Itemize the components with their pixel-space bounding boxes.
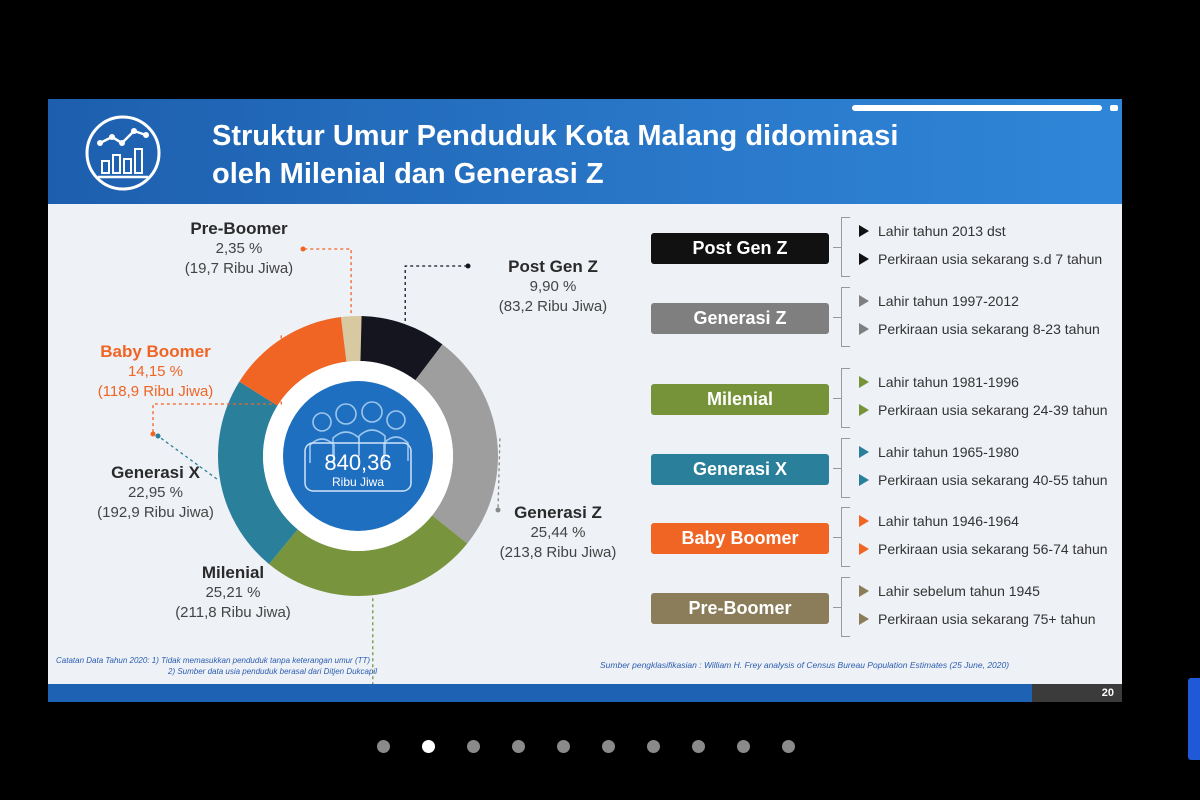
label-percent: 2,35 %: [215, 240, 263, 257]
carousel-dot[interactable]: [602, 740, 615, 753]
label-generasi-z: [473, 503, 643, 563]
carousel-dot[interactable]: [737, 740, 750, 753]
bracket: [841, 438, 850, 498]
triangle-bullet-icon: [859, 295, 869, 307]
triangle-bullet-icon: [859, 376, 869, 388]
slide-header: [48, 99, 1122, 204]
header-decoration-bar: [852, 105, 1102, 111]
leader-line-end-dot: [151, 432, 156, 437]
label-count: (118,9 Ribu Jiwa): [97, 383, 214, 400]
generation-badge: Generasi X: [651, 454, 829, 485]
triangle-bullet-icon: [859, 446, 869, 458]
label-percent: 14,15 %: [127, 363, 184, 380]
birth-years-text: Lahir tahun 1965-1980: [878, 444, 1019, 460]
bracket-tick: [833, 537, 841, 538]
total-population-unit: Ribu Jiwa: [331, 475, 385, 489]
generation-badge: Baby Boomer: [651, 523, 829, 554]
bracket-tick: [833, 398, 841, 399]
presentation-slide: [48, 99, 1122, 702]
carousel-dot[interactable]: [557, 740, 570, 753]
birth-years: [859, 583, 1040, 599]
birth-years: [859, 293, 1019, 309]
estimated-age-text: Perkiraan usia sekarang 40-55 tahun: [878, 472, 1108, 488]
leader-line-generasi-z: [498, 438, 500, 510]
label-percent: 22,95 %: [127, 484, 184, 501]
bracket-tick: [833, 317, 841, 318]
carousel-dot[interactable]: [467, 740, 480, 753]
triangle-bullet-icon: [859, 585, 869, 597]
generation-badge: Generasi Z: [651, 303, 829, 334]
label-count: (213,8 Ribu Jiwa): [499, 544, 617, 561]
title-line-2: oleh Milenial dan Generasi Z: [212, 158, 604, 190]
birth-years-text: Lahir sebelum tahun 1945: [878, 583, 1040, 599]
estimated-age-text: Perkiraan usia sekarang 56-74 tahun: [878, 541, 1108, 557]
leader-line-post-gen-z: [405, 266, 468, 321]
estimated-age-text: Perkiraan usia sekarang s.d 7 tahun: [878, 251, 1103, 267]
label-count: (211,8 Ribu Jiwa): [175, 604, 291, 621]
label-percent: 9,90 %: [529, 278, 577, 295]
triangle-bullet-icon: [859, 253, 869, 265]
header-decoration-dot: [1110, 105, 1118, 111]
generation-badge: Pre-Boomer: [651, 593, 829, 624]
carousel-dot[interactable]: [377, 740, 390, 753]
leader-line-end-dot: [156, 434, 161, 439]
bracket-tick: [833, 607, 841, 608]
footer-bar: [48, 684, 1032, 702]
carousel-dot[interactable]: [647, 740, 660, 753]
source-note: Sumber pengklasifikasian : William H. Frey analysis of Census Bureau Population Estimates (25 June, 2020): [600, 660, 1010, 670]
estimated-age-text: Perkiraan usia sekarang 24-39 tahun: [878, 402, 1108, 418]
label-name: Milenial: [201, 563, 265, 582]
data-note-line-2: 2) Sumber data usia penduduk berasal dari Ditjen Dukcapil: [168, 667, 378, 676]
estimated-age: [859, 472, 1108, 488]
estimated-age: [859, 251, 1102, 267]
birth-years-text: Lahir tahun 1997-2012: [878, 293, 1019, 309]
generation-row-post-gen-z: [651, 217, 1121, 277]
carousel-indicators: [377, 740, 807, 754]
label-percent: 25,44 %: [530, 524, 586, 541]
total-population-value: 840,36: [324, 450, 392, 475]
label-count: (192,9 Ribu Jiwa): [97, 504, 214, 521]
bracket: [841, 577, 850, 637]
bracket-tick: [833, 247, 841, 248]
birth-years-text: Lahir tahun 1981-1996: [878, 374, 1019, 390]
leader-line-end-dot: [466, 264, 471, 269]
triangle-bullet-icon: [859, 613, 869, 625]
generation-row-pre-boomer: [651, 577, 1121, 637]
estimated-age: [859, 402, 1108, 418]
generation-row-generasi-z: [651, 287, 1121, 347]
triangle-bullet-icon: [859, 225, 869, 237]
page-number: 20: [1032, 684, 1122, 702]
bracket: [841, 287, 850, 347]
generation-row-baby-boomer: [651, 507, 1121, 567]
side-widget-edge[interactable]: [1188, 678, 1200, 760]
estimated-age-text: Perkiraan usia sekarang 8-23 tahun: [878, 321, 1100, 337]
data-note-line-1: Catatan Data Tahun 2020: 1) Tidak memasukkan penduduk tanpa keterangan umur (TT): [56, 656, 371, 665]
generation-badge: Milenial: [651, 384, 829, 415]
generation-row-generasi-x: [651, 438, 1121, 498]
label-name: Generasi X: [111, 463, 200, 482]
label-name: Post Gen Z: [508, 257, 598, 276]
label-count: (19,7 Ribu Jiwa): [184, 260, 294, 277]
label-name: Baby Boomer: [100, 342, 211, 361]
triangle-bullet-icon: [859, 323, 869, 335]
birth-years: [859, 374, 1019, 390]
slide-title: [212, 117, 898, 193]
triangle-bullet-icon: [859, 404, 869, 416]
estimated-age-text: Perkiraan usia sekarang 75+ tahun: [878, 611, 1096, 627]
birth-years-text: Lahir tahun 2013 dst: [878, 223, 1006, 239]
bracket: [841, 217, 850, 277]
leader-line-milenial: [301, 598, 373, 697]
bracket-tick: [833, 468, 841, 469]
label-generasi-x: [68, 463, 243, 523]
bracket: [841, 368, 850, 428]
generation-badge: Post Gen Z: [651, 233, 829, 264]
birth-years: [859, 223, 1006, 239]
triangle-bullet-icon: [859, 474, 869, 486]
bracket: [841, 507, 850, 567]
label-count: (83,2 Ribu Jiwa): [498, 298, 608, 315]
birth-years: [859, 444, 1019, 460]
carousel-dot[interactable]: [692, 740, 705, 753]
birth-years-text: Lahir tahun 1946-1964: [878, 513, 1019, 529]
estimated-age: [859, 541, 1108, 557]
label-name: Generasi Z: [514, 503, 602, 522]
carousel-dot[interactable]: [422, 740, 435, 753]
birth-years: [859, 513, 1019, 529]
label-milenial: [158, 563, 308, 623]
label-post-gen-z: [478, 257, 628, 317]
estimated-age: [859, 611, 1096, 627]
label-name: Pre-Boomer: [190, 219, 288, 238]
estimated-age: [859, 321, 1100, 337]
label-percent: 25,21 %: [205, 584, 261, 601]
label-baby-boomer: [63, 342, 248, 402]
carousel-dot[interactable]: [512, 740, 525, 753]
label-pre-boomer: [164, 219, 314, 279]
triangle-bullet-icon: [859, 515, 869, 527]
generation-row-milenial: [651, 368, 1121, 428]
carousel-dot[interactable]: [782, 740, 795, 753]
title-line-1: Struktur Umur Penduduk Kota Malang didominasi: [212, 120, 899, 152]
bar-chart-growth-icon: [78, 113, 168, 193]
triangle-bullet-icon: [859, 543, 869, 555]
